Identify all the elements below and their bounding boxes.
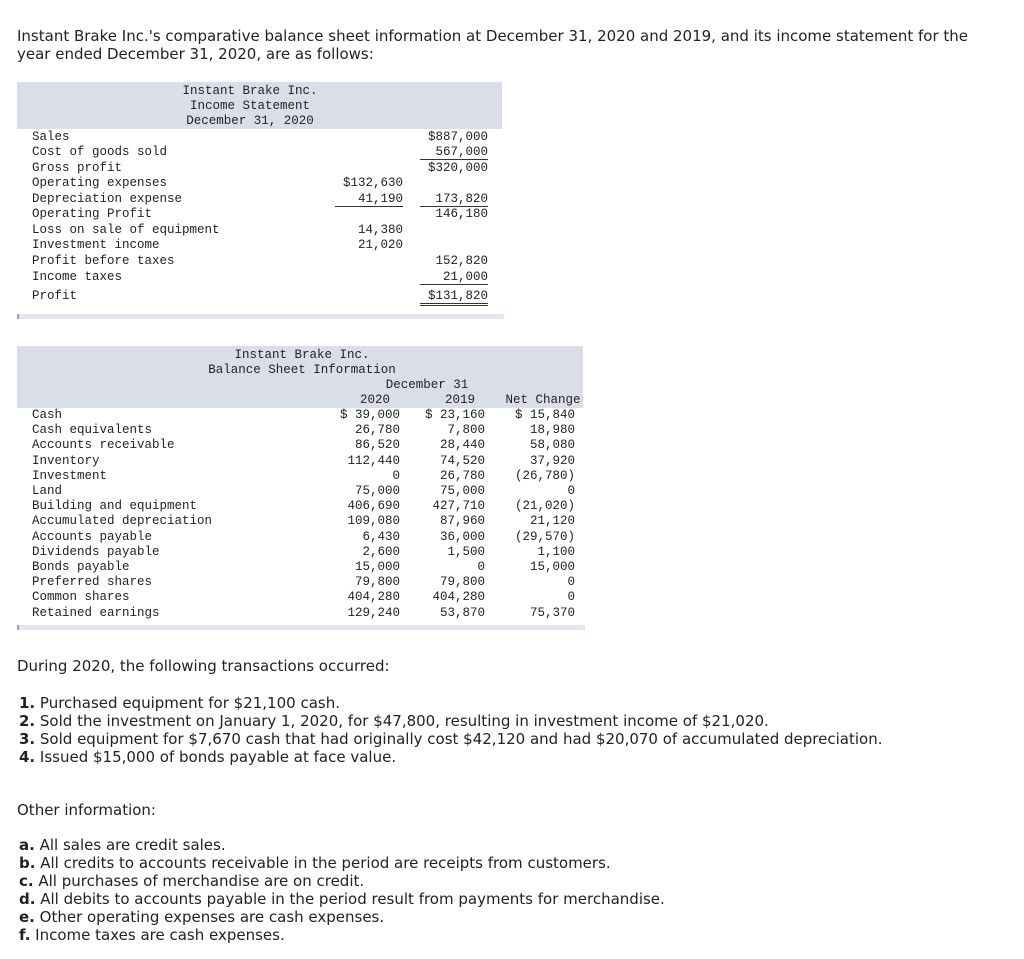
transaction-item [19, 748, 882, 766]
is-row-total: $131,820 [420, 289, 488, 306]
bs-row-2019: 26,780 [439, 468, 485, 483]
is-row-label: Operating Profit [32, 207, 153, 221]
is-row-label: Profit before taxes [32, 254, 175, 268]
bs-row-2019: $ 23,160 [424, 408, 485, 422]
is-row-amount: 14,380 [357, 223, 403, 237]
bs-row-2020: 26,780 [354, 423, 400, 438]
transaction-item [19, 712, 882, 730]
bs-row-2020: 79,800 [354, 575, 400, 590]
transaction-text: Sold equipment for $7,670 cash that had originally cost $42,120 and had $20,070 of accumulated depreciation. [35, 730, 883, 748]
other-info-item [19, 908, 665, 926]
bs-row-2019: 87,960 [439, 514, 485, 529]
other-info-item [19, 854, 665, 872]
bs-row-2020: 86,520 [354, 438, 400, 453]
transaction-text: Purchased equipment for $21,100 cash. [35, 694, 340, 712]
bs-row-label: Investment [32, 468, 108, 483]
bs-row-2019: 36,000 [439, 529, 485, 544]
transaction-item [19, 694, 882, 712]
other-info-text: All purchases of merchandise are on credit. [33, 872, 365, 890]
is-row-total: 21,000 [420, 270, 488, 285]
other-info-text: All sales are credit sales. [34, 836, 226, 854]
bs-row-2020: 406,690 [347, 499, 400, 514]
bs-row-2019: 0 [477, 560, 485, 574]
bs-row-2020: 404,280 [347, 590, 400, 605]
is-row-label: Gross profit [32, 161, 123, 175]
other-info-text: All credits to accounts receivable in the period are receipts from customers. [35, 854, 611, 872]
other-info-letter: b. [19, 854, 36, 872]
is-row-total: 173,820 [420, 192, 488, 207]
is-row-total: 146,180 [435, 207, 488, 221]
bs-row-label: Preferred shares [32, 575, 153, 590]
bs-row-label: Accounts payable [32, 529, 153, 544]
transaction-number: 4. [19, 748, 36, 766]
bs-row-2019: 79,800 [439, 575, 485, 590]
bs-col-2019: 2019 [444, 393, 475, 407]
is-row-amount: 21,020 [357, 238, 403, 252]
bs-row-change: 18,980 [529, 423, 575, 438]
intro-text: Instant Brake Inc.'s comparative balance sheet information at December 31, 2020 and 2019, and its income statement for the year ended December 31, 2020, are as follows: [17, 27, 969, 63]
other-info-label: Other information: [17, 801, 156, 819]
bs-row-2019: 7,800 [447, 423, 485, 438]
bs-row-label: Dividends payable [32, 544, 160, 559]
bs-row-2019: 74,520 [439, 453, 485, 468]
bs-row-label: Building and equipment [32, 499, 198, 514]
bs-row-change: 0 [567, 484, 575, 498]
bs-row-2019: 53,870 [439, 605, 485, 620]
is-row-label: Cost of goods sold [32, 145, 168, 159]
is-row-amount: 41,190 [335, 192, 403, 207]
other-info-letter: d. [19, 890, 36, 908]
other-info-text: Other operating expenses are cash expenses. [34, 908, 385, 926]
bs-row-label: Cash [32, 408, 63, 422]
bs-row-label: Land [32, 484, 63, 498]
bs-row-2020: $ 39,000 [339, 408, 400, 422]
is-row-label: Sales [32, 130, 70, 144]
bs-row-change: $ 15,840 [514, 408, 575, 422]
bs-row-2020: 109,080 [347, 514, 400, 529]
bs-row-label: Accounts receivable [32, 438, 175, 453]
bs-row-change: 21,120 [529, 514, 575, 529]
is-row-label: Operating expenses [32, 176, 168, 190]
other-info-letter: c. [19, 872, 34, 890]
other-info-letter: a. [19, 836, 35, 854]
other-info-item [19, 926, 665, 944]
is-row-label: Loss on sale of equipment [32, 223, 220, 237]
other-info-text: Income taxes are cash expenses. [30, 926, 285, 944]
is-row-total: $887,000 [427, 130, 488, 144]
bs-row-change: 75,370 [529, 605, 575, 620]
bs-date-header: December 31 [385, 378, 469, 392]
bs-row-label: Cash equivalents [32, 423, 153, 438]
other-info-item [19, 890, 665, 908]
bs-row-change: 37,920 [529, 453, 575, 468]
bs-row-label: Bonds payable [32, 560, 130, 574]
bs-row-change: 0 [567, 575, 575, 590]
bs-row-change: 58,080 [529, 438, 575, 453]
bs-row-2020: 15,000 [354, 560, 400, 574]
bs-col-2020: 2020 [359, 393, 390, 407]
transaction-text: Issued $15,000 of bonds payable at face value. [35, 748, 397, 766]
bs-row-2019: 75,000 [439, 484, 485, 498]
other-info-text: All debits to accounts payable in the period result from payments for merchandise. [35, 890, 665, 908]
is-row-total: 567,000 [420, 145, 488, 160]
bs-row-label: Retained earnings [32, 605, 160, 620]
bs-row-2020: 2,600 [362, 544, 400, 559]
bs-row-label: Inventory [32, 453, 100, 468]
bs-row-2019: 404,280 [432, 590, 485, 605]
is-bottom-bar [17, 314, 504, 319]
bs-title-company: Instant Brake Inc. [234, 348, 370, 362]
bs-row-label: Common shares [32, 590, 130, 605]
bs-row-2020: 0 [392, 468, 400, 483]
bs-row-2020: 6,430 [362, 529, 400, 544]
bs-row-2019: 1,500 [447, 544, 485, 559]
transaction-text: Sold the investment on January 1, 2020, for $47,800, resulting in investment income of $21,020. [35, 712, 769, 730]
transactions-intro: During 2020, the following transactions occurred: [17, 657, 390, 675]
other-info-item [19, 836, 665, 854]
transaction-number: 2. [19, 712, 36, 730]
bs-row-change: 15,000 [529, 560, 575, 574]
is-row-label: Income taxes [32, 270, 123, 284]
is-row-amount: $132,630 [342, 176, 403, 190]
income-statement [17, 82, 502, 322]
is-title-company: Instant Brake Inc. [182, 84, 318, 98]
transaction-number: 3. [19, 730, 36, 748]
is-title-date: December 31, 2020 [186, 114, 314, 128]
transaction-number: 1. [19, 694, 36, 712]
is-row-label: Depreciation expense [32, 192, 183, 206]
balance-sheet [17, 346, 583, 636]
bs-title-statement: Balance Sheet Information [208, 363, 396, 377]
other-info-item [19, 872, 665, 890]
is-title-statement: Income Statement [189, 99, 311, 113]
other-info-list [19, 836, 665, 944]
bs-row-2020: 75,000 [354, 484, 400, 498]
bs-row-change: 1,100 [537, 544, 575, 559]
is-row-label: Profit [32, 289, 78, 303]
bs-row-change: (26,780) [514, 468, 575, 483]
bs-row-change: (21,020) [514, 499, 575, 514]
transactions-list [19, 694, 882, 766]
bs-row-2020: 112,440 [347, 453, 400, 468]
bs-row-2019: 427,710 [432, 499, 485, 514]
bs-row-2019: 28,440 [439, 438, 485, 453]
bs-row-label: Accumulated depreciation [32, 514, 213, 529]
bs-row-change: 0 [567, 590, 575, 605]
bs-col-net-change: Net Change [505, 393, 581, 407]
is-row-total: 152,820 [435, 254, 488, 268]
transaction-item [19, 730, 882, 748]
is-row-label: Investment income [32, 238, 160, 252]
bs-bottom-bar [17, 625, 585, 630]
bs-row-change: (29,570) [514, 529, 575, 544]
other-info-letter: e. [19, 908, 35, 926]
other-info-letter: f. [19, 926, 31, 944]
bs-row-2020: 129,240 [347, 605, 400, 620]
is-row-total: $320,000 [427, 161, 488, 175]
